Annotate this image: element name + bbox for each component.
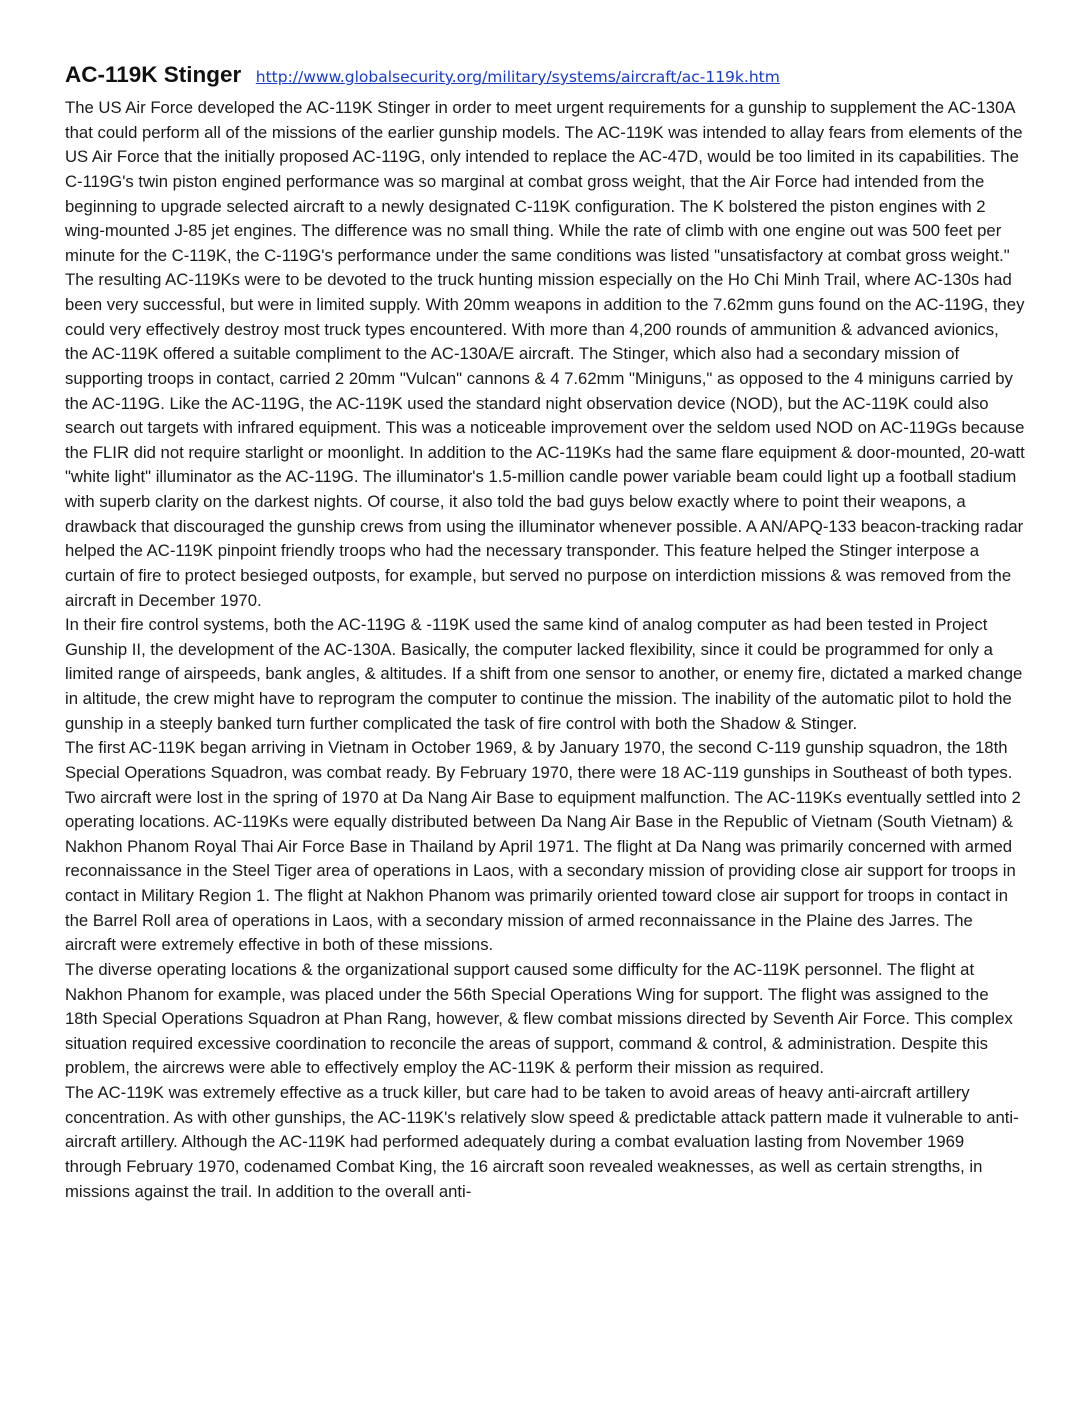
paragraph: The resulting AC-119Ks were to be devoted to the truck hunting mission especially on the Ho Chi Minh Trail, where AC-130s had been very successful, but were in limited supply. With 20mm weapons in addition to the 7.62mm guns found on the AC-119G, they could very effectively destroy most truck types encountered. With more than 4,200 rounds of ammunition & advanced avionics, the AC-119K offered a suitable compliment to the AC-130A/E aircraft. The Stinger, which also had a secondary mission of supporting troops in contact, carried 2 20mm "Vulcan" cannons & 4 7.62mm "Miniguns," as opposed to the 4 miniguns carried by the AC-119G. Like the AC-119G, the AC-119K used the standard night observation device (NOD), but the AC-119K could also search out targets with infrared equipment. This was a noticeable improvement over the seldom used NOD on AC-119Gs because the FLIR did not require starlight or moonlight. In addition to the AC-119Ks had the same flare equipment & door-mounted, 20-watt "white light" illuminator as the AC-119G. The illuminator's 1.5-million candle power variable beam could light up a football stadium with superb clarity on the darkest nights. Of course, it also told the bad guys below exactly where to point their weapons, a drawback that discouraged the gunship crews from using the illuminator whenever possible. A AN/APQ-133 beacon-tracking radar helped the AC-119K pinpoint friendly troops who had the necessary transponder. This feature helped the Stinger interpose a curtain of fire to protect besieged outposts, for example, but served no purpose on interdiction missions & was removed from the aircraft in December 1970. <box>65 270 1025 610</box>
source-link[interactable]: http://www.globalsecurity.org/military/systems/aircraft/ac-119k.htm <box>255 68 780 86</box>
document-page <box>65 62 1025 1204</box>
paragraph: The US Air Force developed the AC-119K Stinger in order to meet urgent requirements for a gunship to supplement the AC-130A that could perform all of the missions of the earlier gunship models. The AC-119K was intended to allay fears from elements of the US Air Force that the initially proposed AC-119G, only intended to replace the AC-47D, would be too limited in its capabilities. The C-119G's twin piston engined performance was so marginal at combat gross weight, that the Air Force had intended from the beginning to upgrade selected aircraft to a newly designated C-119K configuration. The K bolstered the piston engines with 2 wing-mounted J-85 jet engines. The difference was no small thing. While the rate of climb with one engine out was 500 feet per minute for the C-119K, the C-119G's performance under the same conditions was listed "unsatisfactory at combat gross weight." <box>65 98 1023 265</box>
paragraph: The first AC-119K began arriving in Vietnam in October 1969, & by January 1970, the second C-119 gunship squadron, the 18th Special Operations Squadron, was combat ready. By February 1970, there were 18 AC-119 gunships in Southeast of both types. Two aircraft were lost in the spring of 1970 at Da Nang Air Base to equipment malfunction. The AC-119Ks eventually settled into 2 operating locations. AC-119Ks were equally distributed between Da Nang Air Base in the Republic of Vietnam (South Vietnam) & Nakhon Phanom Royal Thai Air Force Base in Thailand by April 1971. The flight at Da Nang was primarily concerned with armed reconnaissance in the Steel Tiger area of operations in Laos, with a secondary mission of providing close air support for troops in contact in Military Region 1. The flight at Nakhon Phanom was primarily oriented toward close air support for troops in contact in the Barrel Roll area of operations in Laos, with a secondary mission of armed reconnaissance in the Plaine des Jarres. The aircraft were extremely effective in both of these missions. <box>65 738 1021 955</box>
title-line <box>65 62 1025 96</box>
paragraph: The diverse operating locations & the organizational support caused some difficulty for the AC-119K personnel. The flight at Nakhon Phanom for example, was placed under the 56th Special Operations Wing for support. The flight was assigned to the 18th Special Operations Squadron at Phan Rang, however, & flew combat missions directed by Seventh Air Force. This complex situation required excessive coordination to reconcile the areas of support, command & control, & administration. Despite this problem, the aircrews were able to effectively employ the AC-119K & perform their mission as required. <box>65 959 1013 1078</box>
paragraph: In their fire control systems, both the AC-119G & -119K used the same kind of analog computer as had been tested in Project Gunship II, the development of the AC-130A. Basically, the computer lacked flexibility, since it could be programmed for only a limited range of airspeeds, bank angles, & altitudes. If a shift from one sensor to another, or enemy fire, dictated a marked change in altitude, the crew might have to reprogram the computer to continue the mission. The inability of the automatic pilot to hold the gunship in a steeply banked turn further complicated the task of fire control with both the Shadow & Stinger. <box>65 615 1023 733</box>
document-title: AC-119K Stinger <box>65 62 242 87</box>
paragraph: The AC-119K was extremely effective as a truck killer, but care had to be taken to avoid areas of heavy anti-aircraft artillery concentration. As with other gunships, the AC-119K's relatively slow speed & predictable attack pattern made it vulnerable to anti-aircraft artillery. Although the AC-119K had performed adequately during a combat evaluation lasting from November 1969 through February 1970, codenamed Combat King, the 16 aircraft soon revealed weaknesses, as well as certain strengths, in missions against the trail. In addition to the overall anti- <box>65 1083 1019 1201</box>
article-body <box>65 96 1025 1204</box>
